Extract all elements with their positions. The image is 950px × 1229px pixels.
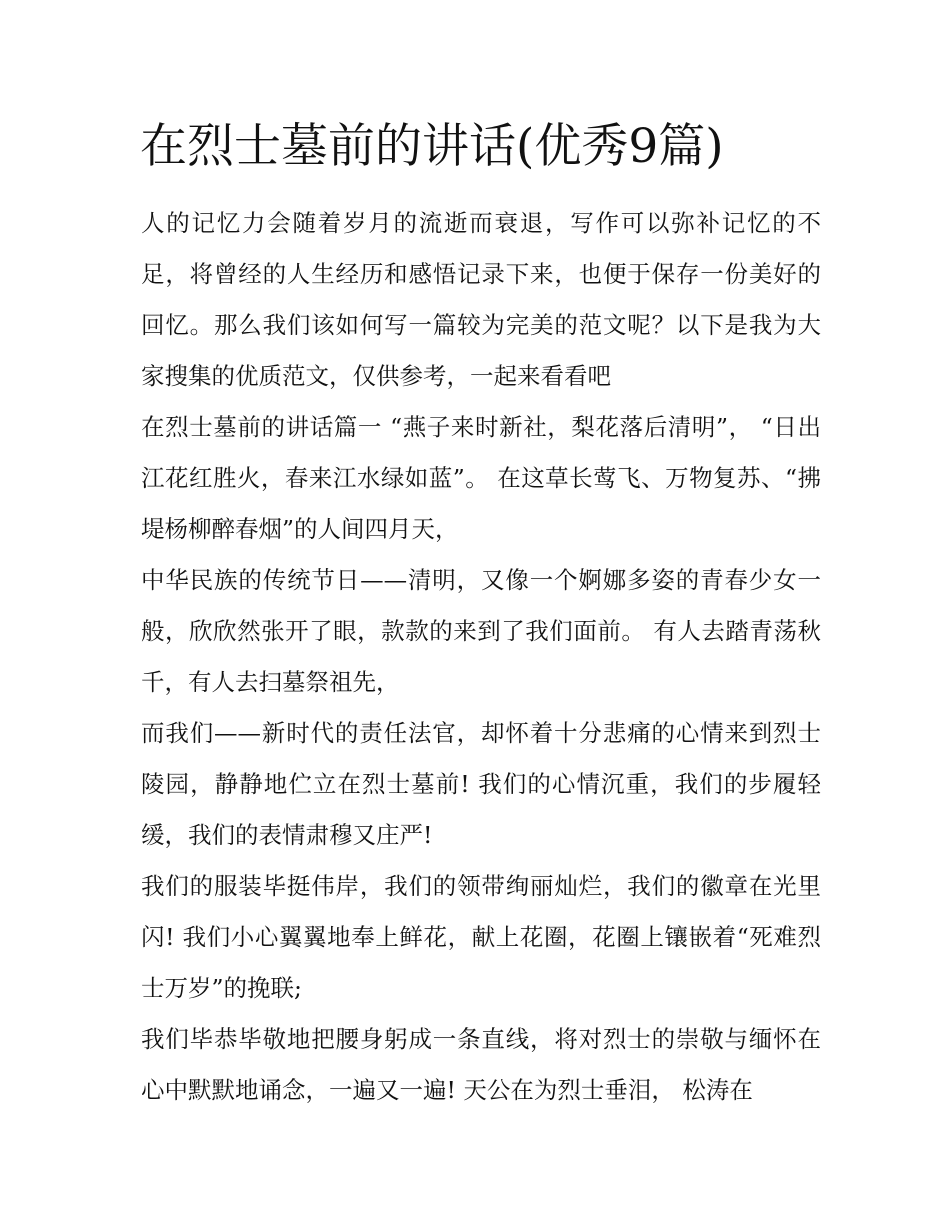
- paragraph-1: 在烈士墓前的讲话篇一 “燕子来时新社，梨花落后清明”， “日出江花红胜火，春来江水绿如蓝”。 在这草长莺飞、万物复苏、“拂堤杨柳醉春烟”的人间四月天，: [141, 413, 821, 543]
- document-body: [141, 198, 821, 1116]
- paragraph-3: 而我们——新时代的责任法官，却怀着十分悲痛的心情来到烈士陵园，静静地伫立在烈士墓前! 我们的心情沉重，我们的步履轻缓，我们的表情肃穆又庄严!: [141, 719, 821, 849]
- paragraph-5: 我们毕恭毕敬地把腰身躬成一条直线，将对烈士的崇敬与缅怀在心中默默地诵念，一遍又一遍! 天公在为烈士垂泪， 松涛在: [141, 1025, 821, 1104]
- document-title: 在烈士墓前的讲话(优秀9篇): [140, 119, 724, 174]
- paragraph-2: 中华民族的传统节日——清明，又像一个婀娜多姿的青春少女一般，欣欣然张开了眼，款款的来到了我们面前。 有人去踏青荡秋千，有人去扫墓祭祖先，: [141, 566, 821, 696]
- paragraph-intro: 人的记忆力会随着岁月的流逝而衰退，写作可以弥补记忆的不足，将曾经的人生经历和感悟记录下来，也便于保存一份美好的回忆。那么我们该如何写一篇较为完美的范文呢？以下是我为大家搜集的优质范文，仅供参考，一起来看看吧: [141, 209, 821, 390]
- paragraph-4: 我们的服装毕挺伟岸，我们的领带绚丽灿烂，我们的徽章在光里闪! 我们小心翼翼地奉上鲜花，献上花圈，花圈上镶嵌着“死难烈士万岁”的挽联;: [141, 872, 821, 1002]
